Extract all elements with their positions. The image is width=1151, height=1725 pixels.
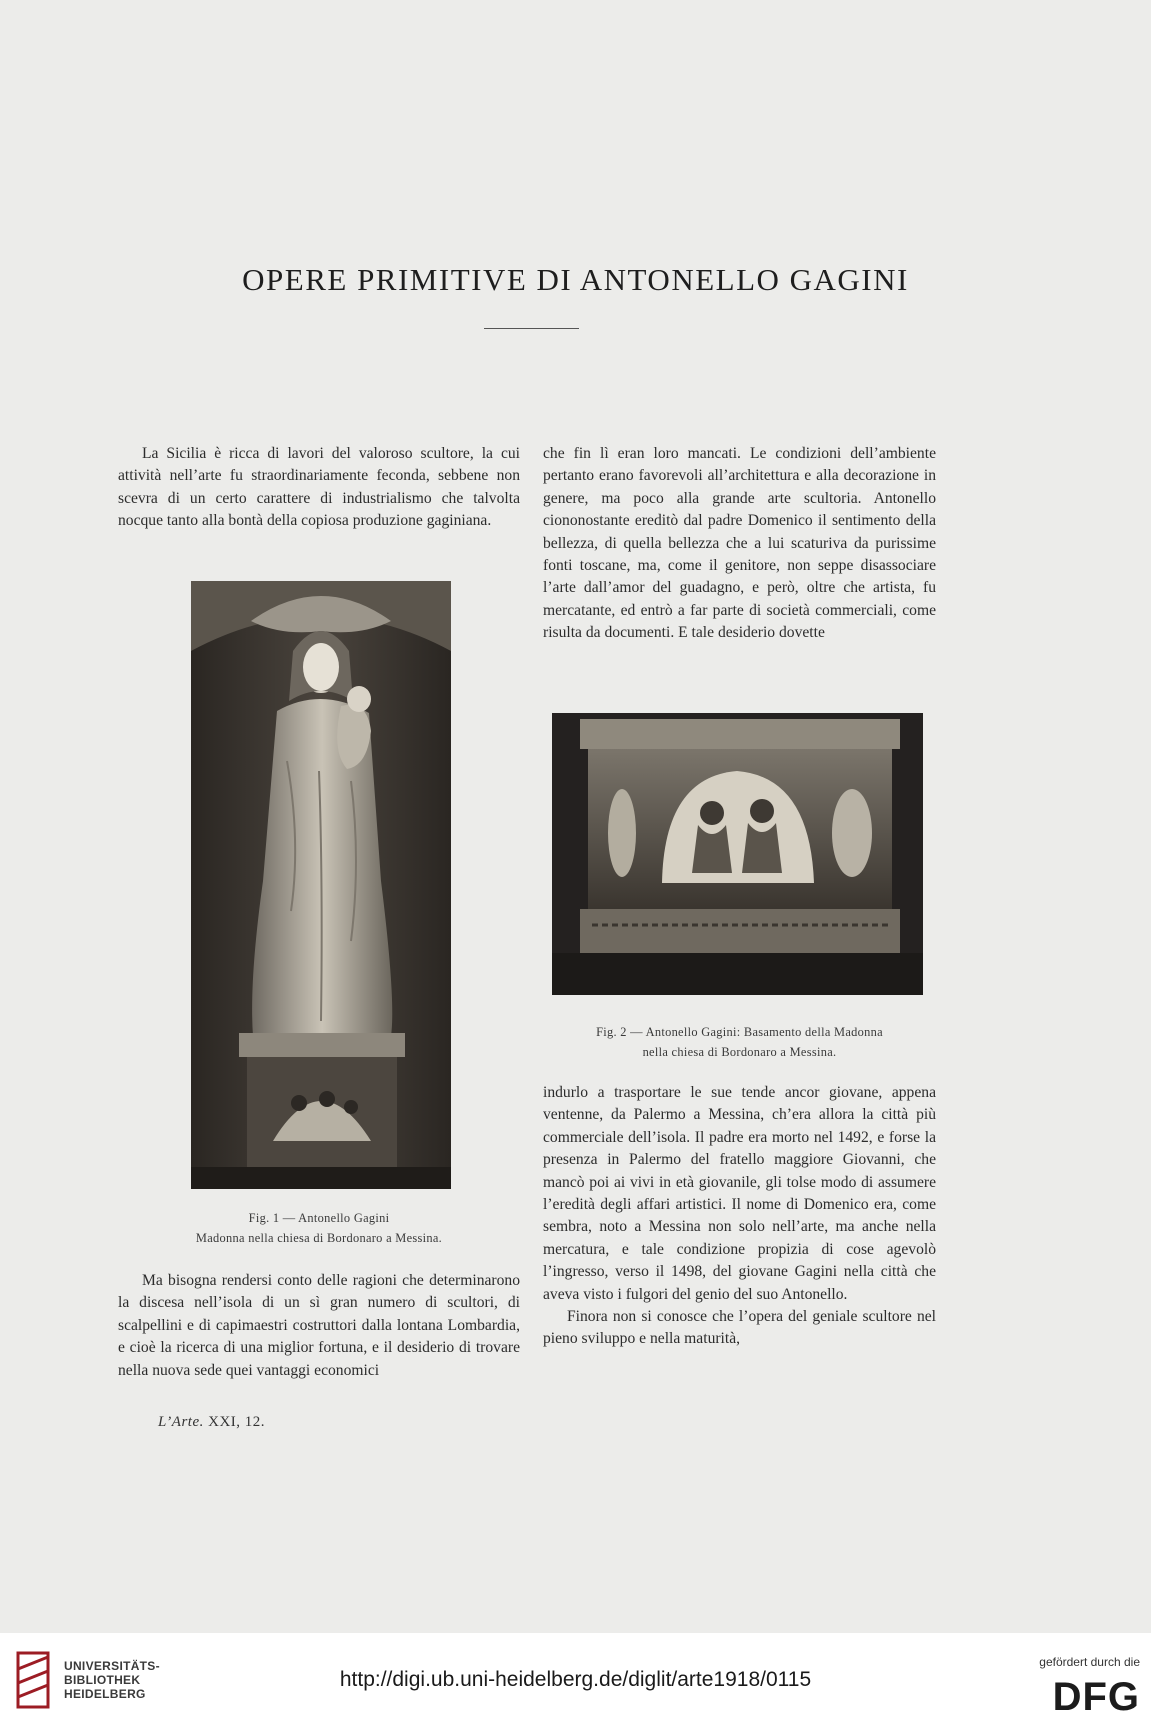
dfg-logo[interactable]: DFG (1052, 1675, 1140, 1719)
figure-basamento-photo (552, 713, 923, 995)
funding-note: gefördert durch die (1039, 1655, 1140, 1669)
page-footer (158, 1414, 265, 1431)
permalink-url[interactable]: http://digi.ub.uni-heidelberg.de/diglit/arte1918/0115 (339, 1668, 812, 1691)
paragraph-right-bottom-part2: Finora non si conosce che l’opera del geniale scultore nel pieno sviluppo e nella maturità, (543, 1308, 936, 1348)
figure-2-caption (543, 1022, 936, 1062)
paragraph-intro: La Sicilia è ricca di lavori del valoroso scultore, la cui attività nell’arte fu straordinariamente feconda, sebbene non scevra di un certo carattere di industrialismo che talvolta nocque tanto alla bontà della copiosa produzione gaginiana. (118, 445, 520, 530)
library-name-line-3: HEIDELBERG (64, 1687, 146, 1701)
article-title: OPERE PRIMITIVE DI ANTONELLO GAGINI (242, 262, 909, 297)
journal-issue: XXI, 12. (208, 1414, 266, 1430)
figure-1-caption-description: Madonna nella chiesa di Bordonaro a Messina. (195, 1231, 443, 1245)
paragraph-left-bottom: Ma bisogna rendersi conto delle ragioni che determinarono la discesa nell’isola di un sì gran numero di scultori, di scalpellini e di capimaestri costruttori dalla lontana Lombardia, e cioè la ricerca di una miglior fortuna, e il desiderio di trovare nella nuova sede quei vantaggi economici (118, 1272, 520, 1379)
paragraph-right-bottom-part1: indurlo a trasportare le sue tende ancor giovane, appena ventenne, da Palermo a Messina, ch’era allora la città più commerciale dell’isola. Il padre era morto nel 1492, e forse la presenza in Palermo del fratello maggiore Giovanni, che mancò poi ai vivi in età giovanile, gli tolse modo di assumere l’eredità degli affari artistici. Il nome di Domenico era, come sembra, noto a Messina non solo nell’arte, ma anche nella mercatura, e tale condizione propizia di cose agevolò l’ingresso, verso il 1498, del giovane Gagini nella città che aveva visto i fulgori del genio del suo Antonello. (543, 1084, 936, 1303)
figure-1-caption-title: Fig. 1 — Antonello Gagini (248, 1211, 390, 1225)
title-divider (484, 328, 579, 329)
figure-madonna-photo (191, 581, 451, 1189)
library-name-line-1: UNIVERSITÄTS- (64, 1659, 160, 1673)
paragraph-right-top: che fin lì eran loro mancati. Le condizioni dell’ambiente pertanto erano favorevoli all’architettura e alla decorazione in genere, ma poco alla grande arte scultoria. Antonello ciononostante ereditò dal padre Domenico il sentimento della bellezza, di quella bellezza che a lui scaturiva da purissime fonti toscane, ma, come il genitore, non seppe disassociare l’arte dall’amor del guadagno, e però, oltre che artista, fu mercatante, ed entrò a far parte di società commerciali, come risulta da documenti. E tale desiderio dovette (543, 445, 936, 642)
paragraph-right-bottom (543, 1082, 936, 1351)
figure-2-caption-title: Fig. 2 — Antonello Gagini: Basamento della Madonna (596, 1025, 883, 1039)
madonna-statue-image (191, 581, 451, 1189)
figure-1-caption (118, 1208, 520, 1248)
basamento-relief-image (552, 713, 923, 995)
library-name-line-2: BIBLIOTHEK (64, 1673, 141, 1687)
journal-name: L’Arte. (158, 1414, 204, 1430)
figure-2-caption-description: nella chiesa di Bordonaro a Messina. (642, 1045, 837, 1059)
